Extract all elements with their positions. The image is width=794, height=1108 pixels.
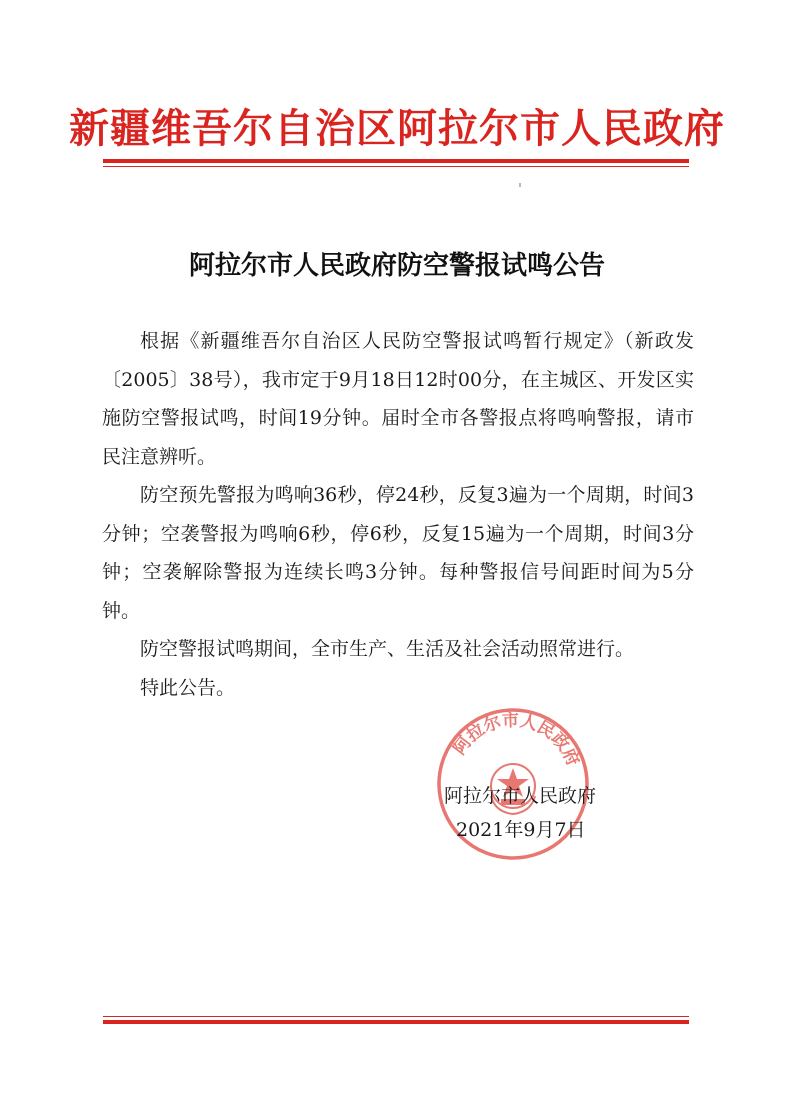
scan-mark (519, 183, 521, 187)
svg-text:阿拉尔市人民政府 (450, 710, 584, 770)
letterhead-rule-thick (103, 159, 689, 163)
letterhead-rule-thin (103, 166, 689, 167)
body-paragraph: 特此公告。 (140, 676, 236, 699)
seal-text: 阿拉尔市人民政府 (449, 710, 583, 770)
letterhead-issuer: 新疆维吾尔自治区阿拉尔市人民政府 (69, 105, 725, 152)
body-paragraph: 防空警报试鸣期间，全市生产、生活及社会活动照常进行。 (140, 638, 635, 660)
signature-organization: 阿拉尔市人民政府 (444, 785, 597, 807)
signature-date: 2021年9月7日 (456, 819, 586, 841)
signature-block (440, 779, 640, 847)
footer-rule-thin (103, 1016, 689, 1017)
document-title: 阿拉尔市人民政府防空警报试鸣公告 (188, 251, 605, 281)
footer-rule-thick (103, 1020, 689, 1024)
body-paragraph: 防空预先警报为鸣响36秒，停24秒，反复3遍为一个周期，时间3分钟；空袭警报为鸣响6秒，停6秒，反复15遍为一个周期，时间3分钟；空袭解除警报为连续长鸣3分钟。每种警报信号间距时间为5分钟。 (102, 484, 694, 622)
body-paragraph: 根据《新疆维吾尔自治区人民防空警报试鸣暂行规定》（新政发〔2005〕38号），我市定于9月18日12时00分，在主城区、开发区实施防空警报试鸣，时间19分钟。届时全市各警报点将鸣响警报，请市民注意辨听。 (102, 330, 694, 468)
document-body (102, 322, 694, 707)
